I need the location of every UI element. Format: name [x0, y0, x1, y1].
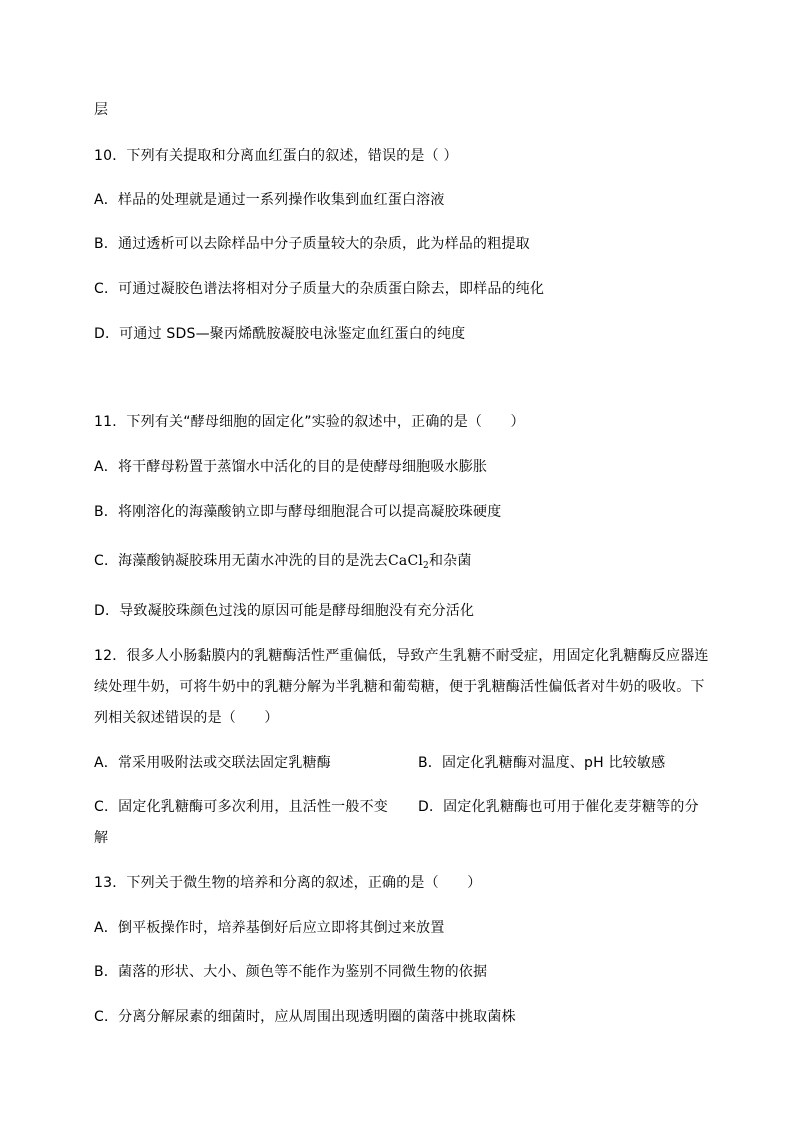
question-11-option-c [94, 551, 472, 571]
question-10-stem: 10．下列有关提取和分离血红蛋白的叙述，错误的是（ ） [94, 148, 458, 164]
question-12-stem-line-3: 列相关叙述错误的是（ ） [94, 710, 279, 726]
question-11-option-c-tail: 和杂菌 [428, 553, 472, 569]
chemical-formula: CaCl$_2$ [387, 553, 429, 571]
question-10-option-a: A．样品的处理就是通过一系列操作收集到血红蛋白溶液 [94, 192, 445, 208]
question-11-option-b: B．将刚溶化的海藻酸钠立即与酵母细胞混合可以提高凝胶珠硬度 [94, 504, 502, 520]
question-12-stem-line-1: 12．很多人小肠黏膜内的乳糖酶活性严重偏低，导致产生乳糖不耐受症，用固定化乳糖酶反应器连 [94, 648, 709, 664]
question-12-option-d: D．固定化乳糖酶也可用于催化麦芽糖等的分 [418, 799, 699, 815]
question-10-option-c: C．可通过凝胶色谱法将相对分子质量大的杂质蛋白除去，即样品的纯化 [94, 281, 545, 297]
question-13-option-c: C．分离分解尿素的细菌时，应从周围出现透明圈的菌落中挑取菌株 [94, 1009, 516, 1025]
question-12-option-d-continued: 解 [94, 830, 109, 846]
question-12-option-b: B．固定化乳糖酶对温度、pH 比较敏感 [418, 755, 666, 771]
question-12-option-c: C．固定化乳糖酶可多次利用，且活性一般不变 [94, 799, 388, 815]
question-13-option-b: B．菌落的形状、大小、颜色等不能作为鉴别不同微生物的依据 [94, 964, 488, 980]
question-10-option-d: D．可通过 SDS—聚丙烯酰胺凝胶电泳鉴定血红蛋白的纯度 [94, 326, 466, 342]
question-11-option-a: A．将干酵母粉置于蒸馏水中活化的目的是使酵母细胞吸水膨胀 [94, 459, 488, 475]
question-11-option-c-text: C．海藻酸钠凝胶珠用无菌水冲洗的目的是洗去 [94, 553, 388, 569]
question-11-stem: 11．下列有关“酵母细胞的固定化”实验的叙述中，正确的是（ ） [94, 414, 525, 430]
question-12-stem-line-2: 续处理牛奶，可将牛奶中的乳糖分解为半乳糖和葡萄糖，便于乳糖酶活性偏低者对牛奶的吸收。下 [94, 679, 705, 695]
previous-question-fragment: 层 [94, 102, 109, 118]
question-12-option-a: A．常采用吸附法或交联法固定乳糖酶 [94, 755, 331, 771]
question-13-stem: 13．下列关于微生物的培养和分离的叙述，正确的是（ ） [94, 875, 482, 891]
question-10-option-b: B．通过透析可以去除样品中分子质量较大的杂质，此为样品的粗提取 [94, 236, 530, 252]
question-13-option-a: A．倒平板操作时，培养基倒好后应立即将其倒过来放置 [94, 920, 445, 936]
question-11-option-d: D．导致凝胶珠颜色过浅的原因可能是酵母细胞没有充分活化 [94, 603, 475, 619]
